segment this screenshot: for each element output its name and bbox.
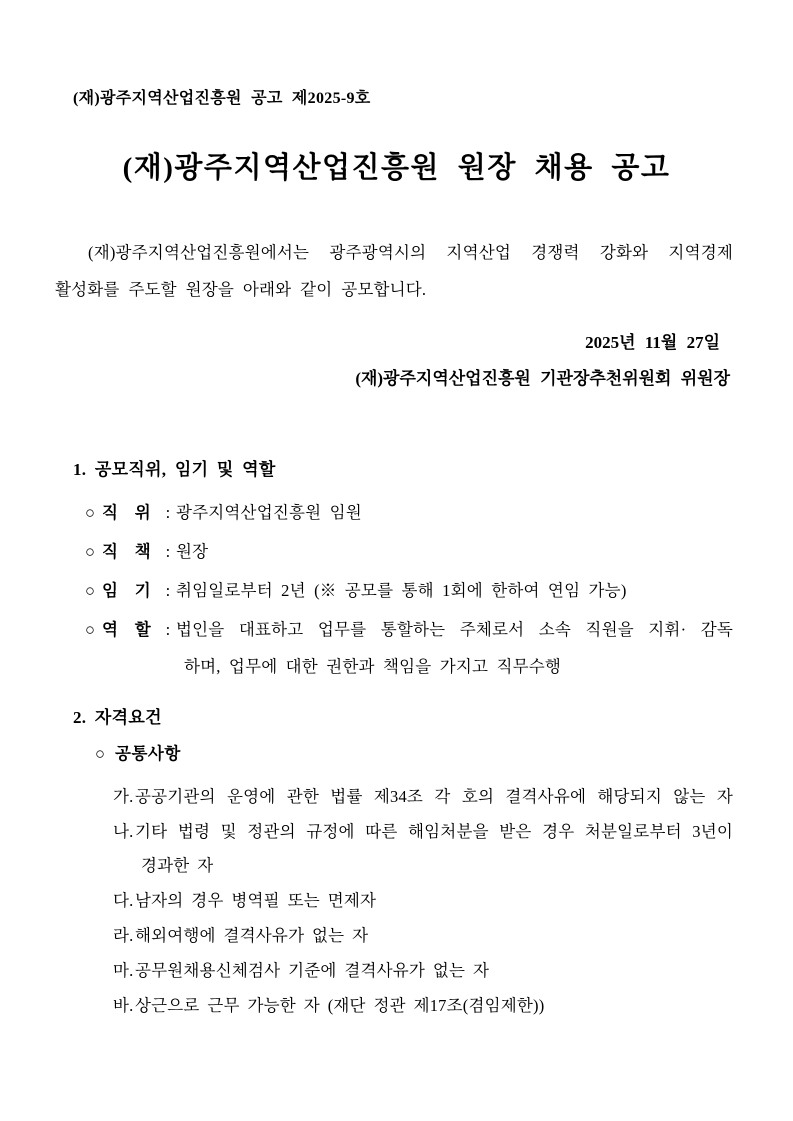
requirement-item-ma <box>0 959 733 983</box>
item-marker: 라. <box>113 926 134 945</box>
requirement-item-da <box>0 889 733 913</box>
role-label: 역 할 <box>102 620 151 639</box>
item-line-1: 기타 법령 및 정관의 규정에 따른 해임처분을 받은 경우 처분일로부터 3년이 <box>135 822 733 841</box>
position-row <box>0 501 733 525</box>
committee-signer: (재)광주지역산업진흥원 기관장추천위원회 위원장 <box>355 369 730 388</box>
role-value-line-1: 법인을 대표하고 업무를 통할하는 주체로서 소속 직원을 지휘· 감독 <box>176 620 733 639</box>
circle-bullet: ○ <box>85 581 96 600</box>
item-text <box>135 820 733 878</box>
item-marker: 가. <box>113 787 134 806</box>
item-text: 공공기관의 운영에 관한 법률 제34조 각 호의 결격사유에 해당되지 않는 자 <box>135 787 733 806</box>
section1-heading: 1. 공모직위, 임기 및 역할 <box>73 460 276 479</box>
intro-line-1: (재)광주지역산업진흥원에서는 광주광역시의 지역산업 경쟁력 강화와 지역경제 <box>88 243 733 262</box>
term-label: 임 기 <box>102 581 151 600</box>
role-value <box>176 618 733 679</box>
job-title-label: 직 책 <box>102 542 151 561</box>
intro-paragraph <box>55 234 733 308</box>
section2-heading: 2. 자격요건 <box>73 708 162 727</box>
announcement-date: 2025년 11월 27일 <box>585 333 720 352</box>
job-title-value: 원장 <box>176 542 209 561</box>
requirement-item-ra <box>0 924 733 948</box>
requirements-list <box>0 785 733 1018</box>
item-text: 상근으로 근무 가능한 자 (재단 정관 제17조(겸임제한)) <box>135 996 545 1015</box>
colon-separator: : <box>165 503 171 522</box>
circle-bullet: ○ <box>85 503 96 522</box>
circle-bullet: ○ <box>95 744 106 763</box>
colon-separator: : <box>165 542 171 561</box>
item-text: 공무원채용신체검사 기준에 결격사유가 없는 자 <box>135 961 490 980</box>
item-text: 남자의 경우 병역필 또는 면제자 <box>135 891 377 910</box>
item-marker: 다. <box>113 891 134 910</box>
item-marker: 바. <box>113 996 134 1015</box>
page-title: (재)광주지역산업진흥원 원장 채용 공고 <box>122 152 671 184</box>
role-value-line-2: 하며, 업무에 대한 권한과 책임을 가지고 직무수행 <box>184 657 562 676</box>
common-requirements-row <box>0 742 793 766</box>
common-requirements-label: 공통사항 <box>115 744 181 763</box>
requirement-item-ba <box>0 994 733 1018</box>
position-label: 직 위 <box>102 503 151 522</box>
colon-separator: : <box>165 581 171 600</box>
section1-rows <box>0 501 733 679</box>
circle-bullet: ○ <box>85 542 96 561</box>
circle-bullet: ○ <box>85 620 96 639</box>
job-title-row <box>0 540 733 564</box>
item-text: 해외여행에 결격사유가 없는 자 <box>135 926 369 945</box>
doc-number: (재)광주지역산업진흥원 공고 제2025-9호 <box>73 90 371 107</box>
colon-separator: : <box>165 620 171 639</box>
item-line-2: 경과한 자 <box>141 856 214 875</box>
term-value: 취임일로부터 2년 (※ 공모를 통해 1회에 한하여 연임 가능) <box>176 581 627 600</box>
position-value: 광주지역산업진흥원 임원 <box>176 503 362 522</box>
requirement-item-na <box>0 820 733 878</box>
item-marker: 나. <box>113 822 134 841</box>
item-marker: 마. <box>113 961 134 980</box>
role-row <box>0 618 733 679</box>
term-row <box>0 579 733 603</box>
requirement-item-ga <box>0 785 733 809</box>
intro-line-2: 활성화를 주도할 원장을 아래와 같이 공모합니다. <box>55 280 427 299</box>
